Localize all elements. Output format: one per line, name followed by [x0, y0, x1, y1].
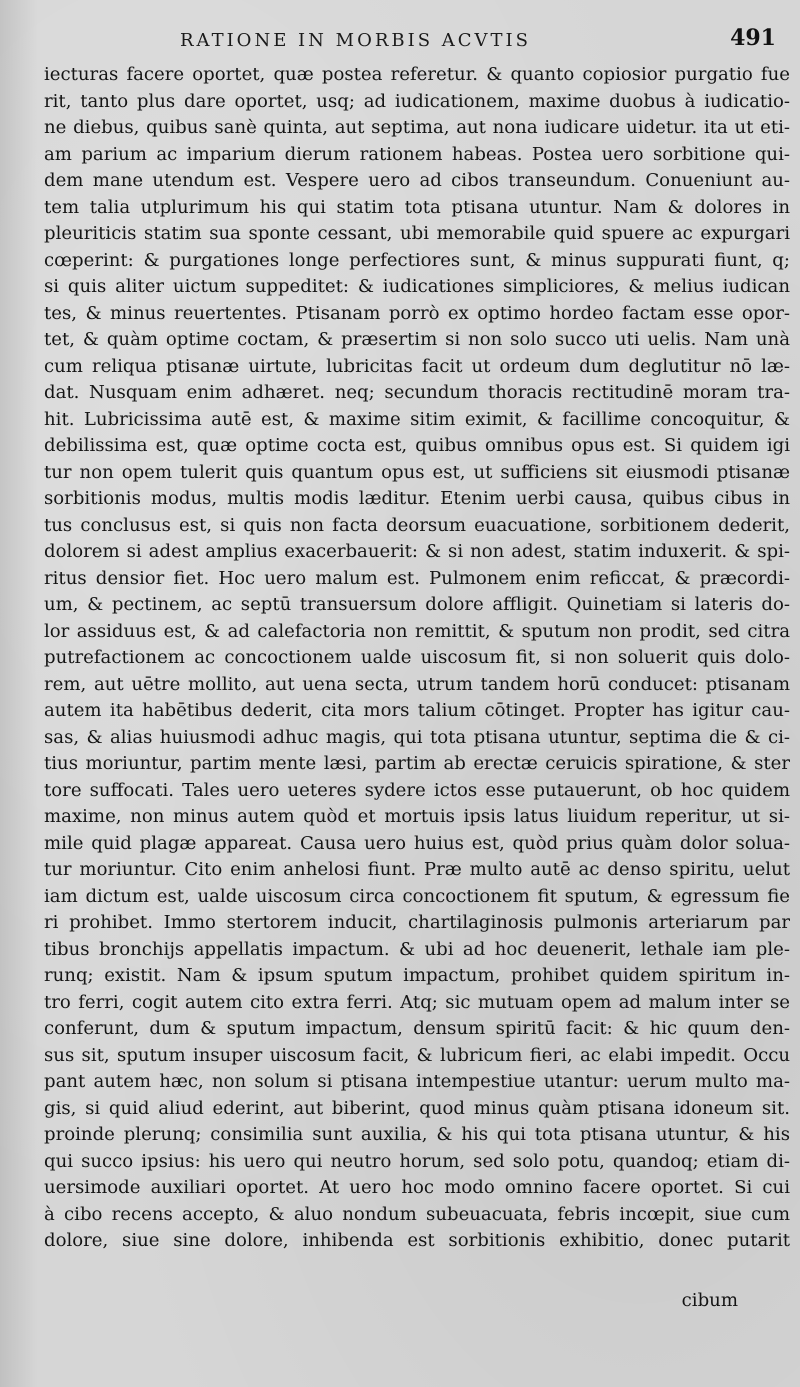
text-line: tus conclusus est, si quis non facta deorsum euacuatione, sorbitionem dederit, — [44, 514, 790, 536]
text-line: am parium ac imparium dierum rationem habeas. Postea uero sorbitione qui- — [44, 143, 790, 165]
text-line: conferunt, dum & sputum impactum, densum spiritū facit: & hic quum den- — [44, 1018, 790, 1039]
body-text — [44, 62, 790, 1255]
text-line: dolore, siue sine dolore, inhibenda est sorbitionis exhibitio, donec putarit — [44, 1230, 790, 1251]
text-line: proinde plerunq; consimilia sunt auxilia, & his qui tota ptisana utuntur, & his — [44, 1124, 790, 1145]
text-line: tet, & quàm optime coctam, & præsertim si non solo succo uti uelis. Nam unà — [44, 329, 790, 350]
text-line: dat. Nusquam enim adhæret. neq; secundum thoracis rectitudinē moram tra- — [44, 382, 790, 403]
text-line: dolorem si adest amplius exacerbauerit: & si non adest, statim induxerit. & spi- — [44, 541, 790, 562]
text-line: rit, tanto plus dare oportet, usq; ad iudicationem, maxime duobus à iudicatio- — [44, 90, 790, 112]
text-line: iecturas facere oportet, quæ postea referetur. & quanto copiosior purgatio fue — [44, 64, 790, 85]
text-line: qui succo ipsius: his uero qui neutro horum, sed solo potu, quandoq; etiam di- — [44, 1150, 790, 1172]
text-line: ritus densior fiet. Hoc uero malum est. Pulmonem enim reficcat, & præcordi- — [44, 567, 790, 589]
text-line: tibus bronchijs appellatis impactum. & ubi ad hoc deuenerit, lethale iam ple- — [44, 938, 790, 960]
text-line: tius moriuntur, partim mente læsi, partim ab erectæ ceruicis spiratione, & ster — [44, 753, 790, 774]
text-line: pleuriticis statim sua sponte cessant, ubi memorabile quid spuere ac expurgari — [44, 223, 790, 244]
text-line: um, & pectinem, ac septū transuersum dolore affligit. Quinetiam si lateris do- — [44, 594, 790, 615]
text-line: hit. Lubricissima autē est, & maxime sitim eximit, & facillime concoquitur, & — [44, 408, 790, 430]
text-line: sorbitionis modus, multis modis læditur. Etenim uerbi causa, quibus cibus in — [44, 488, 790, 509]
text-line: tur non opem tulerit quis quantum opus est, ut sufficiens sit eiusmodi ptisanæ — [44, 461, 790, 483]
text-line: runq; existit. Nam & ipsum sputum impactum, prohibet quidem spiritum in- — [44, 965, 790, 986]
text-line: sus sit, sputum insuper uiscosum facit, & lubricum fieri, ac elabi impedit. Occu — [44, 1044, 790, 1066]
text-line: debilissima est, quæ optime cocta est, quibus omnibus opus est. Si quidem igi — [44, 435, 790, 456]
text-line: maxime, non minus autem quòd et mortuis ipsis latus liuidum reperitur, ut si- — [44, 806, 790, 827]
text-line: pant autem hæc, non solum si ptisana intempestiue utantur: uerum multo ma- — [44, 1071, 790, 1092]
text-line: cum reliqua ptisanæ uirtute, lubricitas facit ut ordeum dum deglutitur nō læ- — [44, 355, 790, 377]
text-line: rem, aut uētre mollito, aut uena secta, utrum tandem horū conducet: ptisanam — [44, 673, 790, 695]
text-line: mile quid plagæ appareat. Causa uero huius est, quòd prius quàm dolor solua- — [44, 832, 790, 854]
text-line: autem ita habētibus dederit, cita mors talium cōtinget. Propter has igitur cau- — [44, 700, 790, 721]
text-line: ri prohibet. Immo stertorem inducit, chartilaginosis pulmonis arteriarum par — [44, 912, 790, 933]
text-line: uersimode auxiliari oportet. At uero hoc modo omnino facere oportet. Si cui — [44, 1177, 790, 1198]
text-line: ne diebus, quibus sanè quinta, aut septima, aut nona iudicare uidetur. ita ut eti- — [44, 117, 790, 138]
text-line: putrefactionem ac concoctionem ualde uiscosum fit, si non soluerit quis dolo- — [44, 647, 790, 668]
text-line: cœperint: & purgationes longe perfectiores sunt, & minus suppurati fiunt, q; — [44, 249, 790, 271]
text-line: si quis aliter uictum suppeditet: & iudicationes simpliciores, & melius iudican — [44, 276, 790, 297]
text-line: gis, si quid aliud ederint, aut biberint, quod minus quàm ptisana idoneum sit. — [44, 1097, 790, 1119]
text-line: tur moriuntur. Cito enim anhelosi fiunt. Præ multo autē ac denso spiritu, uelut — [44, 859, 790, 880]
text-line: à cibo recens accepto, & aluo nondum subeuacuata, febris incœpit, siue cum — [44, 1203, 790, 1225]
text-line: tem talia utplurimum his qui statim tota ptisana utuntur. Nam & dolores in — [44, 196, 790, 218]
text-line: sas, & alias huiusmodi adhuc magis, qui tota ptisana utuntur, septima die & ci- — [44, 726, 790, 748]
page-number: 491 — [730, 25, 776, 51]
text-line: lor assiduus est, & ad calefactoria non remittit, & sputum non prodit, sed citra — [44, 620, 790, 642]
text-line: dem mane utendum est. Vespere uero ad cibos transeundum. Conueniunt au- — [44, 170, 790, 191]
gutter-shadow — [0, 0, 38, 1387]
running-head: RATIONE IN MORBIS ACVTIS — [180, 30, 531, 51]
text-line: iam dictum est, ualde uiscosum circa concoctionem fit sputum, & egressum fie — [44, 885, 790, 907]
text-line: tes, & minus reuertentes. Ptisanam porrò ex optimo hordeo factam esse opor- — [44, 302, 790, 324]
text-line: tro ferri, cogit autem cito extra ferri. Atq; sic mutuam opem ad malum inter se — [44, 991, 790, 1013]
text-line: tore suffocati. Tales uero ueteres sydere ictos esse putauerunt, ob hoc quidem — [44, 779, 790, 801]
catchword: cibum — [681, 1290, 738, 1311]
